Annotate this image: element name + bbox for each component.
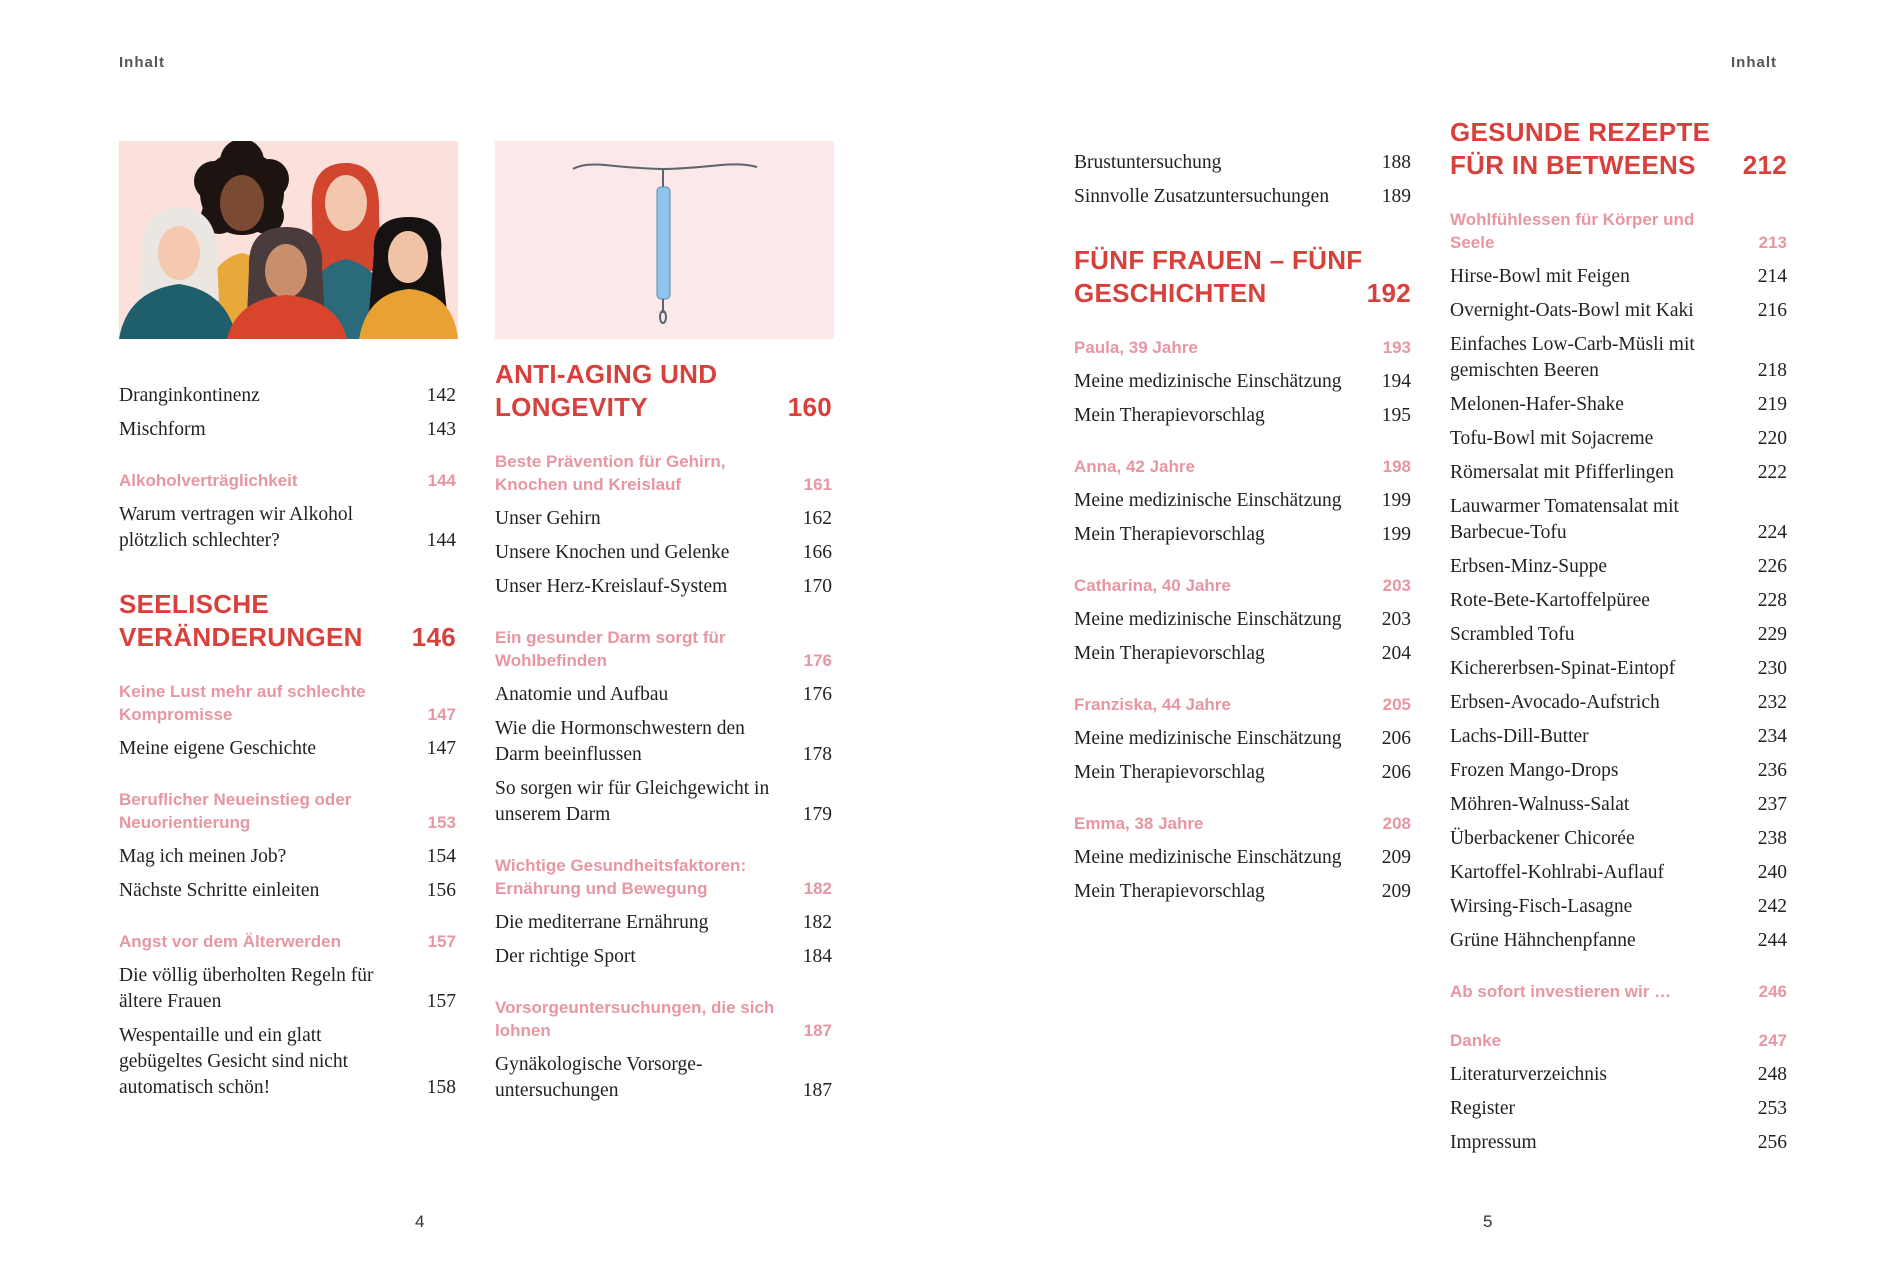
entry-title: Anna, 42 Jahre: [1074, 457, 1195, 476]
entry-title: Vorsorgeuntersuchungen, die sich lohnen: [495, 998, 775, 1040]
toc-entry[interactable]: [1450, 656, 1787, 682]
entry-title: SEELISCHE VERÄNDERUNGEN: [119, 589, 363, 652]
page-number: 236: [1757, 760, 1787, 781]
section-heading[interactable]: [495, 996, 832, 1042]
entry-title: Dranginkontinenz: [119, 385, 260, 406]
entry-title: Mein Therapievorschlag: [1074, 643, 1265, 664]
entry-title: Mischform: [119, 419, 206, 440]
page-number: 166: [802, 542, 832, 563]
entry-title: GESUNDE REZEPTE FÜR IN BETWEENS: [1450, 117, 1711, 180]
entry-title: Meine medizinische Einschätzung: [1074, 490, 1342, 511]
page-number: 248: [1757, 1064, 1787, 1085]
chapter-heading[interactable]: [119, 588, 456, 654]
entry-title: Kartoffel-Kohlrabi-Auflauf: [1450, 862, 1665, 883]
page-number: 213: [1758, 233, 1787, 252]
entry-title: Wohlfühlessen für Körper und Seele: [1450, 210, 1695, 252]
toc-entry[interactable]: [495, 944, 832, 970]
page-number: 247: [1758, 1031, 1787, 1050]
toc-column-3: [1074, 150, 1411, 913]
page-number: 194: [1381, 371, 1411, 392]
toc-entry[interactable]: [495, 682, 832, 708]
toc-entry[interactable]: [1074, 184, 1411, 210]
page-number: 212: [1742, 150, 1787, 180]
toc-entry[interactable]: [1450, 792, 1787, 818]
toc-column-1: [119, 383, 456, 1109]
page-number: 199: [1381, 490, 1411, 511]
toc-entry[interactable]: [1450, 494, 1787, 546]
toc-entry[interactable]: [1450, 622, 1787, 648]
page-number: 144: [427, 471, 456, 490]
entry-title: Lauwarmer Tomatensalat mit Barbecue-Tofu: [1450, 496, 1679, 543]
section-heading[interactable]: [1450, 208, 1787, 254]
toc-entry[interactable]: [1450, 860, 1787, 886]
toc-entry[interactable]: [1450, 690, 1787, 716]
page-number: 147: [427, 705, 456, 724]
page-number: 240: [1757, 862, 1787, 883]
entry-title: Beruflicher Neueinstieg oder Neuorientierung: [119, 790, 352, 832]
page-number: 208: [1382, 814, 1411, 833]
page-number: 214: [1757, 266, 1787, 287]
page-number: 182: [803, 879, 832, 898]
section-heading[interactable]: [1450, 980, 1787, 1003]
page-number: 179: [802, 804, 832, 825]
page-number: 218: [1757, 360, 1787, 381]
toc-entry[interactable]: [1074, 607, 1411, 633]
page-number: 146: [411, 622, 456, 652]
toc-entry[interactable]: [495, 574, 832, 600]
toc-column-4: [1450, 116, 1787, 1164]
toc-entry[interactable]: [1074, 845, 1411, 871]
entry-title: Wirsing-Fisch-Lasagne: [1450, 896, 1633, 917]
page-number: 182: [802, 912, 832, 933]
toc-column-2: [495, 358, 832, 1112]
toc-entry[interactable]: [1450, 724, 1787, 750]
toc-entry[interactable]: [1074, 150, 1411, 176]
page-number: 216: [1757, 300, 1787, 321]
entry-title: Wespentaille und ein glatt gebügeltes Gesicht sind nicht automatisch schön!: [119, 1025, 349, 1098]
entry-title: Warum vertragen wir Alkohol plötzlich schlechter?: [119, 504, 353, 551]
toc-entry[interactable]: [1074, 726, 1411, 752]
entry-title: Alkoholverträglichkeit: [119, 471, 298, 490]
toc-entry[interactable]: [1450, 894, 1787, 920]
section-heading[interactable]: [495, 854, 832, 900]
section-heading[interactable]: [119, 680, 456, 726]
entry-title: Meine medizinische Einschätzung: [1074, 728, 1342, 749]
entry-title: Erbsen-Avocado-Aufstrich: [1450, 692, 1660, 713]
page-number: 209: [1381, 881, 1411, 902]
toc-entry[interactable]: [495, 506, 832, 532]
page-number: 170: [802, 576, 832, 597]
entry-title: Unser Herz-Kreislauf-System: [495, 576, 728, 597]
entry-title: Emma, 38 Jahre: [1074, 814, 1204, 833]
section-heading[interactable]: [495, 626, 832, 672]
page-number: 161: [803, 475, 832, 494]
toc-entry[interactable]: [1450, 298, 1787, 324]
page-number: 232: [1757, 692, 1787, 713]
entry-title: FÜNF FRAUEN – FÜNF GESCHICHTEN: [1074, 245, 1363, 308]
entry-title: Beste Prävention für Gehirn, Knochen und Kreislauf: [495, 452, 726, 494]
page-number: 156: [426, 880, 456, 901]
page-number: 203: [1382, 576, 1411, 595]
chapter-heading[interactable]: [495, 358, 832, 424]
toc-entry[interactable]: [1074, 369, 1411, 395]
page-number: 157: [426, 991, 456, 1012]
entry-title: Lachs-Dill-Butter: [1450, 726, 1589, 747]
page-number: 226: [1757, 556, 1787, 577]
page-number: 229: [1757, 624, 1787, 645]
entry-title: Einfaches Low-Carb-Müsli mit gemischten Beeren: [1450, 334, 1695, 381]
section-heading[interactable]: [1074, 574, 1411, 597]
page-number: 206: [1381, 728, 1411, 749]
toc-entry[interactable]: [1074, 879, 1411, 905]
toc-entry[interactable]: [1450, 928, 1787, 954]
page-number: 143: [426, 419, 456, 440]
page-number: 238: [1757, 828, 1787, 849]
entry-title: Literaturverzeichnis: [1450, 1064, 1607, 1085]
entry-title: Frozen Mango-Drops: [1450, 760, 1619, 781]
entry-title: Ab sofort investieren wir …: [1450, 982, 1672, 1001]
toc-entry[interactable]: [1450, 1062, 1787, 1088]
section-heading[interactable]: [1074, 455, 1411, 478]
running-head-left: Inhalt: [119, 54, 165, 71]
page-number: 246: [1758, 982, 1787, 1001]
toc-entry[interactable]: [495, 716, 832, 768]
toc-entry[interactable]: [495, 776, 832, 828]
page-number: 228: [1757, 590, 1787, 611]
toc-entry[interactable]: [495, 910, 832, 936]
entry-title: Die mediterrane Ernährung: [495, 912, 709, 933]
page-number: 203: [1381, 609, 1411, 630]
section-heading[interactable]: [1074, 693, 1411, 716]
page-number: 189: [1381, 186, 1411, 207]
toc-entry[interactable]: [119, 878, 456, 904]
toc-entry[interactable]: [1074, 403, 1411, 429]
toc-entry[interactable]: [1450, 392, 1787, 418]
page-number: 154: [426, 846, 456, 867]
toc-entry[interactable]: [119, 844, 456, 870]
toc-entry[interactable]: [1450, 826, 1787, 852]
page-number-left: 4: [415, 1212, 425, 1231]
section-heading[interactable]: [495, 450, 832, 496]
page-number: 237: [1757, 794, 1787, 815]
page-number: 234: [1757, 726, 1787, 747]
toc-entry[interactable]: [495, 1052, 832, 1104]
women-group-icon: [119, 141, 458, 339]
page-number: 198: [1382, 457, 1411, 476]
page-number: 195: [1381, 405, 1411, 426]
toc-entry[interactable]: [1074, 488, 1411, 514]
page-number: 256: [1757, 1132, 1787, 1153]
toc-entry[interactable]: [1450, 460, 1787, 486]
entry-title: Scrambled Tofu: [1450, 624, 1575, 645]
entry-title: Meine eigene Geschichte: [119, 738, 317, 759]
page-number: 153: [427, 813, 456, 832]
entry-title: Mein Therapievorschlag: [1074, 881, 1265, 902]
toc-entry[interactable]: [1074, 522, 1411, 548]
toc-entry[interactable]: [119, 417, 456, 443]
women-group-illustration: [119, 141, 458, 339]
entry-title: ANTI-AGING UND LONGEVITY: [495, 359, 718, 422]
entry-title: Römersalat mit Pfifferlingen: [1450, 462, 1674, 483]
page-number: 219: [1757, 394, 1787, 415]
page-number: 192: [1366, 278, 1411, 308]
entry-title: Rote-Bete-Kartoffelpüree: [1450, 590, 1650, 611]
entry-title: Anatomie und Aufbau: [495, 684, 669, 705]
page-number: 224: [1757, 522, 1787, 543]
entry-title: Melonen-Hafer-Shake: [1450, 394, 1624, 415]
toc-entry[interactable]: [1450, 426, 1787, 452]
page-number: 220: [1757, 428, 1787, 449]
entry-title: Angst vor dem Älterwerden: [119, 932, 341, 951]
entry-title: Mag ich meinen Job?: [119, 846, 287, 867]
page-number-right: 5: [1483, 1212, 1493, 1231]
entry-title: Der richtige Sport: [495, 946, 636, 967]
entry-title: Mein Therapievorschlag: [1074, 524, 1265, 545]
entry-title: Grüne Hähnchenpfanne: [1450, 930, 1636, 951]
entry-title: Ein gesunder Darm sorgt für Wohlbefinden: [495, 628, 726, 670]
page-number: 160: [787, 392, 832, 422]
page-number: 199: [1381, 524, 1411, 545]
page-number: 193: [1382, 338, 1411, 357]
entry-title: Meine medizinische Einschätzung: [1074, 847, 1342, 868]
toc-entry[interactable]: [1450, 332, 1787, 384]
section-heading[interactable]: [1074, 812, 1411, 835]
entry-title: Kichererbsen-Spinat-Eintopf: [1450, 658, 1676, 679]
section-heading[interactable]: [119, 469, 456, 492]
toc-entry[interactable]: [119, 1023, 456, 1101]
page-number: 209: [1381, 847, 1411, 868]
toc-entry[interactable]: [1450, 264, 1787, 290]
entry-title: Überbackener Chicorée: [1450, 828, 1635, 849]
toc-entry[interactable]: [1450, 588, 1787, 614]
page-number: 222: [1757, 462, 1787, 483]
entry-title: Tofu-Bowl mit Sojacreme: [1450, 428, 1654, 449]
entry-title: Register: [1450, 1098, 1515, 1119]
page-number: 178: [802, 744, 832, 765]
entry-title: Franziska, 44 Jahre: [1074, 695, 1231, 714]
page-number: 204: [1381, 643, 1411, 664]
toc-entry[interactable]: [1074, 641, 1411, 667]
page-number: 176: [803, 651, 832, 670]
entry-title: Wie die Hormonschwestern den Darm beeinflussen: [495, 718, 745, 765]
page-number: 176: [802, 684, 832, 705]
toc-entry[interactable]: [119, 736, 456, 762]
entry-title: Brustuntersuchung: [1074, 152, 1222, 173]
entry-title: So sorgen wir für Gleichgewicht in unserem Darm: [495, 778, 770, 825]
chapter-heading[interactable]: [1450, 116, 1787, 182]
entry-title: Möhren-Walnuss-Salat: [1450, 794, 1630, 815]
page-number: 253: [1757, 1098, 1787, 1119]
toc-entry[interactable]: [119, 383, 456, 409]
entry-title: Die völlig überholten Regeln für ältere Frauen: [119, 965, 374, 1012]
entry-title: Danke: [1450, 1031, 1502, 1050]
page-number: 162: [802, 508, 832, 529]
entry-title: Meine medizinische Einschätzung: [1074, 371, 1342, 392]
entry-title: Sinnvolle Zusatzuntersuchungen: [1074, 186, 1330, 207]
entry-title: Mein Therapievorschlag: [1074, 762, 1265, 783]
page-number: 184: [802, 946, 832, 967]
entry-title: Unser Gehirn: [495, 508, 601, 529]
entry-title: Keine Lust mehr auf schlechte Kompromisse: [119, 682, 366, 724]
toc-entry[interactable]: [1450, 1096, 1787, 1122]
page-number: 188: [1381, 152, 1411, 173]
entry-title: Unsere Knochen und Gelenke: [495, 542, 730, 563]
entry-title: Impressum: [1450, 1132, 1537, 1153]
entry-title: Mein Therapievorschlag: [1074, 405, 1265, 426]
entry-title: Paula, 39 Jahre: [1074, 338, 1198, 357]
entry-title: Gynäkologische Vorsorge- untersuchungen: [495, 1054, 703, 1101]
toc-entry[interactable]: [1450, 554, 1787, 580]
entry-title: Nächste Schritte einleiten: [119, 880, 320, 901]
toc-entry[interactable]: [1074, 760, 1411, 786]
section-heading[interactable]: [119, 930, 456, 953]
iud-icon: [495, 141, 834, 339]
page-number: 157: [427, 932, 456, 951]
page-number: 158: [426, 1077, 456, 1098]
toc-entry[interactable]: [495, 540, 832, 566]
entry-title: Wichtige Gesundheitsfaktoren: Ernährung und Bewegung: [495, 856, 747, 898]
page-number: 230: [1757, 658, 1787, 679]
entry-title: Catharina, 40 Jahre: [1074, 576, 1231, 595]
page-number: 206: [1381, 762, 1411, 783]
toc-entry[interactable]: [119, 963, 456, 1015]
running-head-right: Inhalt: [1731, 54, 1777, 71]
toc-entry[interactable]: [1450, 1130, 1787, 1156]
page-number: 205: [1382, 695, 1411, 714]
page-number: 142: [426, 385, 456, 406]
toc-entry[interactable]: [1450, 758, 1787, 784]
page-number: 187: [802, 1080, 832, 1101]
entry-title: Overnight-Oats-Bowl mit Kaki: [1450, 300, 1694, 321]
toc-entry[interactable]: [119, 502, 456, 554]
entry-title: Meine medizinische Einschätzung: [1074, 609, 1342, 630]
entry-title: Hirse-Bowl mit Feigen: [1450, 266, 1630, 287]
section-heading[interactable]: [1074, 336, 1411, 359]
section-heading[interactable]: [119, 788, 456, 834]
page-number: 144: [426, 530, 456, 551]
section-heading[interactable]: [1450, 1029, 1787, 1052]
page-number: 147: [426, 738, 456, 759]
chapter-heading[interactable]: [1074, 244, 1411, 310]
iud-illustration: [495, 141, 834, 339]
page-number: 187: [803, 1021, 832, 1040]
page-number: 242: [1757, 896, 1787, 917]
entry-title: Erbsen-Minz-Suppe: [1450, 556, 1608, 577]
page-number: 244: [1757, 930, 1787, 951]
